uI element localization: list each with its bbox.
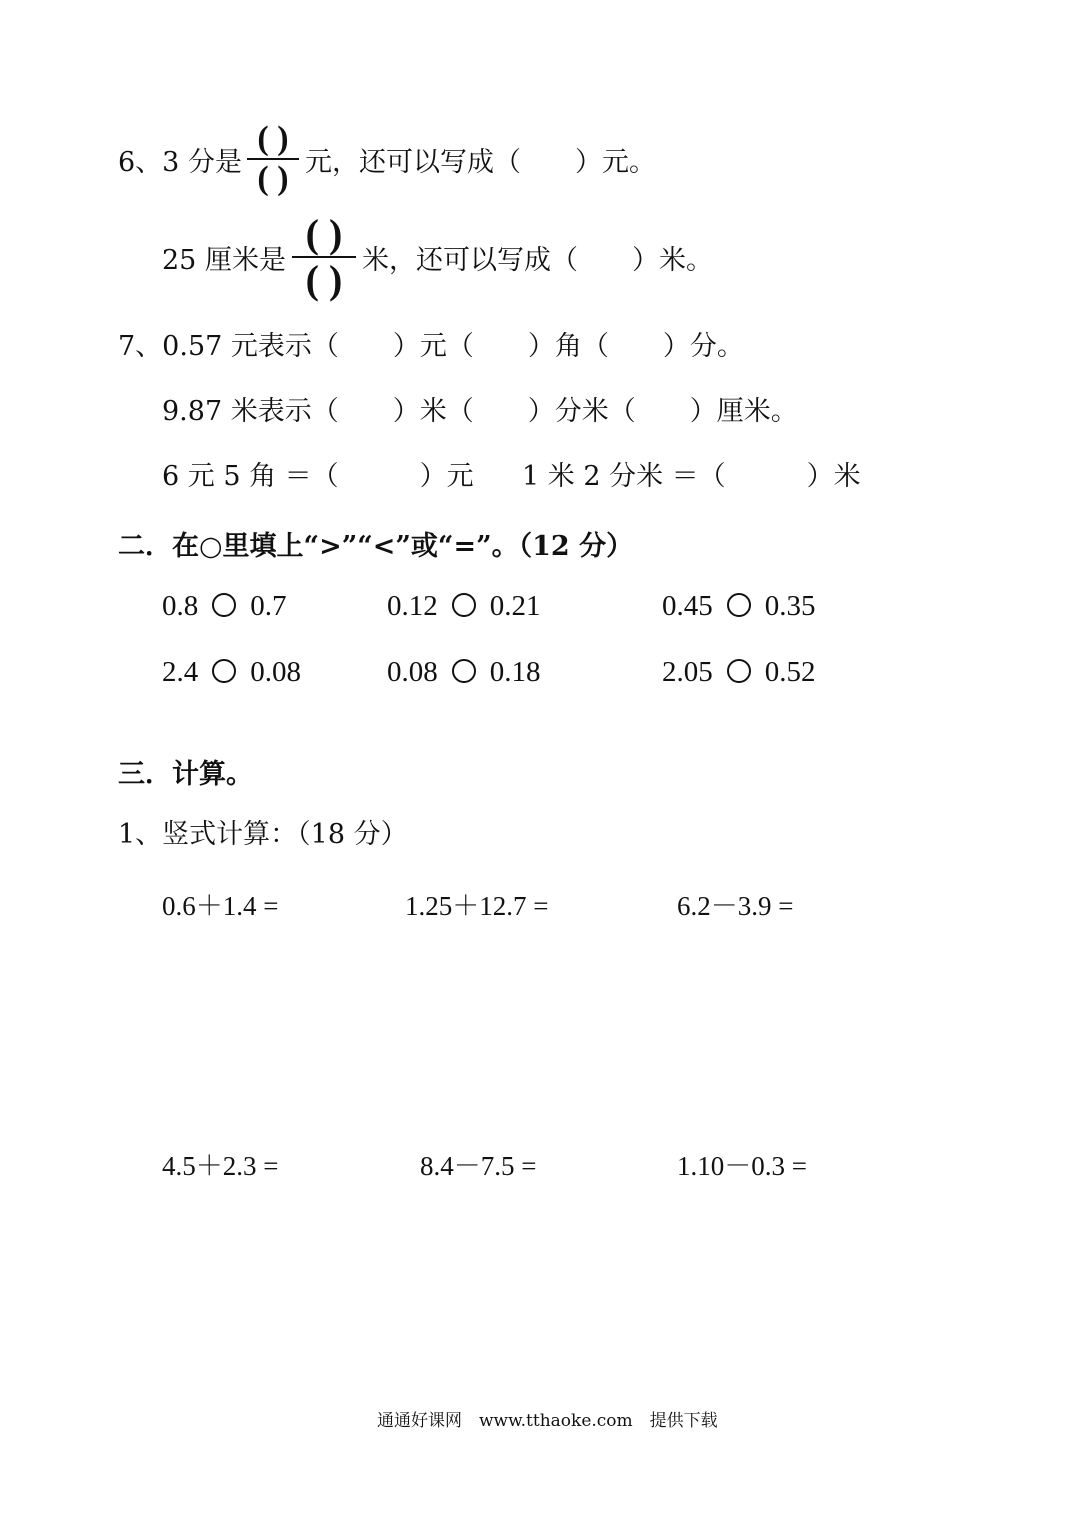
compare-right: 0.21 — [489, 590, 541, 622]
section3-sub1: 1、竖式计算：（18 分） — [118, 819, 408, 850]
compare-left: 0.8 — [162, 590, 199, 622]
calc-item: 4.5＋2.3 = — [162, 1151, 279, 1181]
compare-item — [662, 656, 816, 689]
section2-title: 二．在○里填上“>”“<”或“=”。（12 分） — [118, 531, 634, 562]
compare-left: 2.05 — [662, 656, 713, 688]
compare-right: 0.18 — [489, 656, 541, 688]
compare-item — [162, 656, 301, 689]
calc-item: 8.4－7.5 = — [420, 1151, 537, 1181]
answer-circle — [212, 659, 236, 683]
compare-left: 2.4 — [162, 656, 199, 688]
answer-circle — [727, 659, 751, 683]
calc-item: 1.10－0.3 = — [677, 1151, 807, 1181]
answer-circle — [727, 593, 751, 617]
q7-line3b: 1 米 2 分米 ＝（ ）米 — [522, 461, 861, 492]
compare-left: 0.12 — [387, 590, 438, 622]
compare-item — [387, 656, 541, 689]
compare-item — [387, 590, 541, 623]
compare-left: 0.08 — [387, 656, 438, 688]
compare-item — [162, 590, 287, 623]
fraction-denominator-blank: ( ) — [257, 160, 289, 197]
compare-left: 0.45 — [662, 590, 713, 622]
q6-line1-suffix: 元，还可以写成（ ）元。 — [305, 147, 656, 178]
calc-item: 6.2－3.9 = — [677, 891, 794, 921]
compare-right: 0.08 — [250, 656, 301, 688]
q6-line1-prefix: 6、3 分是 — [118, 147, 242, 178]
q7-line3a: 6 元 5 角 ＝（ ）元 — [162, 461, 474, 492]
fraction-numerator-blank: ( ) — [305, 211, 343, 256]
q6-line2-prefix: 25 厘米是 — [162, 245, 286, 276]
answer-circle — [452, 659, 476, 683]
compare-right: 0.7 — [250, 590, 287, 622]
q6-line2-suffix: 米，还可以写成（ ）米。 — [362, 245, 713, 276]
compare-right: 0.52 — [764, 656, 816, 688]
fraction-denominator-blank: ( ) — [305, 257, 343, 302]
footer-text: 通通好课网 www.tthaoke.com 提供下载 — [377, 1411, 718, 1431]
q6-fraction-2 — [292, 211, 356, 302]
compare-item — [662, 590, 816, 623]
calc-item: 0.6＋1.4 = — [162, 891, 279, 921]
answer-circle — [452, 593, 476, 617]
compare-right: 0.35 — [764, 590, 816, 622]
q7-line1: 7、0.57 元表示（ ）元（ ）角（ ）分。 — [118, 331, 744, 362]
answer-circle — [212, 593, 236, 617]
q7-line2: 9.87 米表示（ ）米（ ）分米（ ）厘米。 — [162, 396, 798, 427]
q6-fraction-1 — [247, 122, 299, 196]
calc-item: 1.25＋12.7 = — [405, 891, 549, 921]
fraction-numerator-blank: ( ) — [257, 120, 289, 157]
section3-title: 三．计算。 — [118, 759, 253, 790]
